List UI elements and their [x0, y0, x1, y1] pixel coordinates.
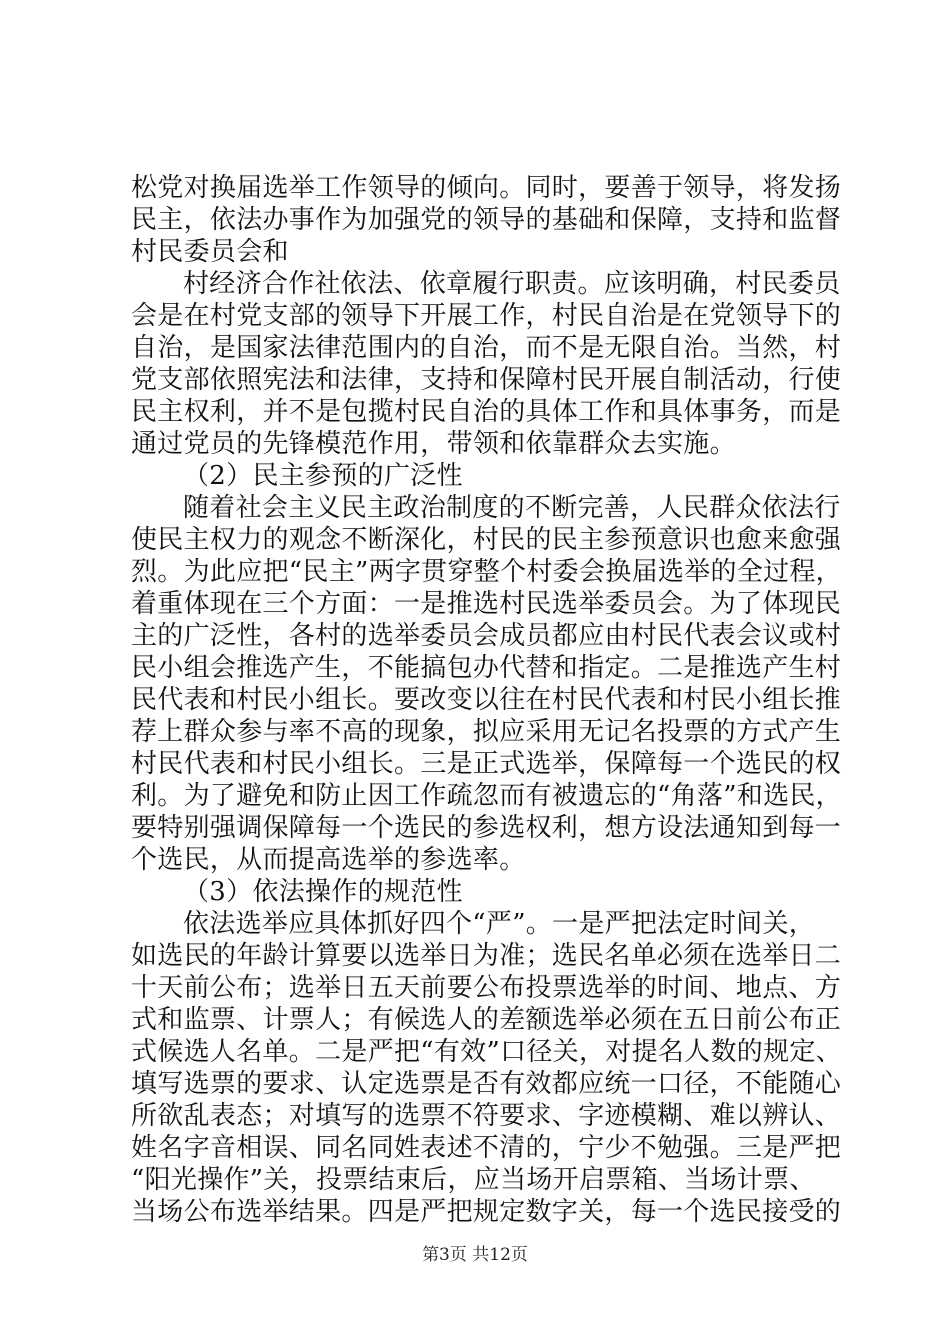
text-line: 使民主权力的观念不断深化，村民的民主参预意识也愈来愈强 [131, 525, 842, 555]
text-line: 当场公布选举结果。四是严把规定数字关，每一个选民接受的 [131, 1197, 842, 1227]
section-heading: （3）依法操作的规范性 [183, 877, 463, 907]
text-line: 式和监票、计票人；有候选人的差额选举必须在五日前公布正 [131, 1005, 842, 1035]
text-line: 荐上群众参与率不高的现象，拟应采用无记名投票的方式产生 [131, 717, 842, 747]
text-line: 所欲乱表态；对填写的选票不符要求、字迹模糊、难以辨认、 [131, 1101, 842, 1131]
text-line: 党支部依照宪法和法律，支持和保障村民开展自制活动，行使 [131, 365, 842, 395]
text-line: 利。为了避免和防止因工作疏忽而有被遗忘的“角落”和选民， [131, 781, 842, 811]
text-line: 民主，依法办事作为加强党的领导的基础和保障，支持和监督 [131, 205, 842, 235]
text-line: 如选民的年龄计算要以选举日为准；选民名单必须在选举日二 [131, 941, 842, 971]
text-line: 主的广泛性，各村的选举委员会成员都应由村民代表会议或村 [131, 621, 842, 651]
text-line: 十天前公布；选举日五天前要公布投票选举的时间、地点、方 [131, 973, 842, 1003]
text-line: 要特别强调保障每一个选民的参选权利，想方设法通知到每一 [131, 813, 842, 843]
text-line: 烈。为此应把“民主”两字贯穿整个村委会换届选举的全过程， [131, 557, 842, 587]
text-line: 姓名字音相误、同名同姓表述不清的，宁少不勉强。三是严把 [131, 1133, 842, 1163]
text-line: 民代表和村民小组长。要改变以往在村民代表和村民小组长推 [131, 685, 842, 715]
text-line: 个选民，从而提高选举的参选率。 [131, 845, 526, 875]
text-line: 式候选人名单。二是严把“有效”口径关，对提名人数的规定、 [131, 1037, 842, 1067]
page-number: 第3页 共12页 [422, 1245, 528, 1265]
text-line: 依法选举应具体抓好四个“严”。一是严把法定时间关， [183, 909, 816, 939]
text-line: 民主权利，并不是包揽村民自治的具体工作和具体事务，而是 [131, 397, 842, 427]
text-line: 村民代表和村民小组长。三是正式选举，保障每一个选民的权 [131, 749, 842, 779]
text-line: 民小组会推选产生，不能搞包办代替和指定。二是推选产生村 [131, 653, 842, 683]
text-line: 填写选票的要求、认定选票是否有效都应统一口径，不能随心 [131, 1069, 842, 1099]
text-line: 村民委员会和 [131, 237, 289, 267]
text-line: 会是在村党支部的领导下开展工作，村民自治是在党领导下的 [131, 301, 842, 331]
section-heading: （2）民主参预的广泛性 [183, 461, 463, 491]
text-line: 松党对换届选举工作领导的倾向。同时，要善于领导，将发扬 [131, 173, 842, 203]
text-line: 村经济合作社依法、依章履行职责。应该明确，村民委员 [183, 269, 841, 299]
text-line: 自治，是国家法律范围内的自治，而不是无限自治。当然，村 [131, 333, 842, 363]
text-line: 着重体现在三个方面：一是推选村民选举委员会。为了体现民 [131, 589, 842, 619]
text-line: 通过党员的先锋模范作用，带领和依靠群众去实施。 [131, 429, 736, 459]
text-line: 随着社会主义民主政治制度的不断完善，人民群众依法行 [183, 493, 841, 523]
text-line: “阳光操作”关，投票结束后，应当场开启票箱、当场计票、 [131, 1165, 816, 1195]
